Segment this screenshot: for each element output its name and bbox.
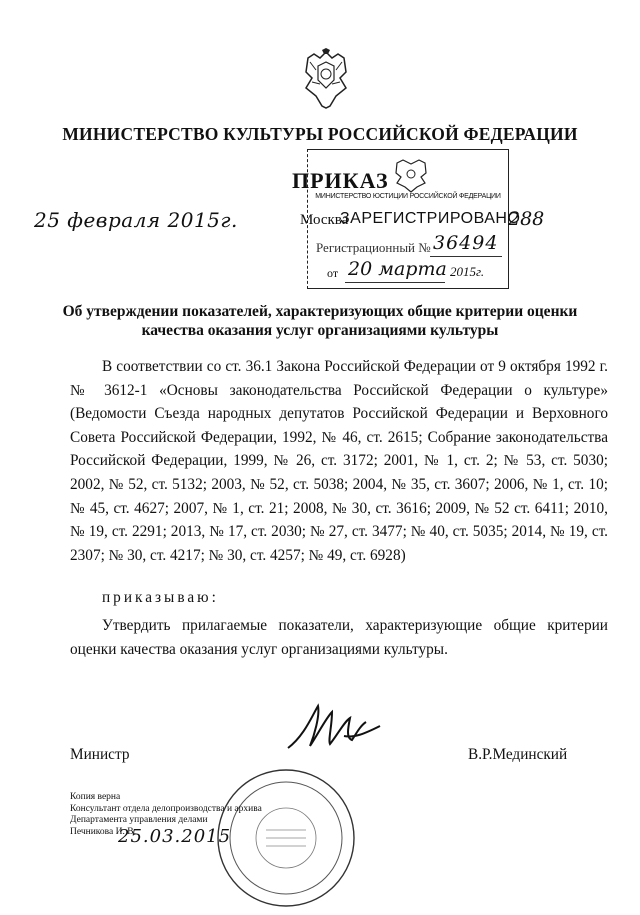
copy-line: Консультант отдела делопроизводства и архива xyxy=(70,803,262,814)
signature-icon xyxy=(284,696,384,758)
order-number: 288 xyxy=(508,208,545,230)
copy-line: Печникова И. В. xyxy=(70,826,136,837)
coat-of-arms-icon xyxy=(300,48,352,110)
stamp-reg-number: 36494 xyxy=(433,232,499,254)
stamp-reg-year: 2015г. xyxy=(450,264,485,279)
order-date: 25 февраля 2015г. xyxy=(34,208,238,232)
order-word: приказываю: xyxy=(102,589,219,606)
doc-type-heading: ПРИКАЗ xyxy=(292,168,389,193)
copy-line: Департамента управления делами xyxy=(70,815,208,825)
document-body xyxy=(70,355,608,567)
stamp-city: Москва xyxy=(300,212,349,228)
body-paragraph: В соответствии со ст. 36.1 Закона Российской Федерации от 9 октября 1992 г. № 3612-1 «Основы законодательства Российской Федерации о культуре» (Ведомости Съезда народных депутатов Российской Федерации и Верховного Совета Российской Федерации, 1992, № 46, ст. 2615; Собрание законодательства Российской Федерации, 1999, № 26, ст. 3172; 2001, № 1, ст. 2; № 53, ст. 5030; 2002, № 52, ст. 5132; 2003, № 52, ст. 5038; 2004, № 35, ст. 3607; 2006, № 1, ст. 10; № 45, ст. 4627; 2007, № 1, ст. 21; 2008, № 30, ст. 3616; 2009, № 52 ст. 6411; 2010, № 19, ст. 2291; 2013, № 17, ст. 2030; № 27, ст. 3477; № 40, ст. 5035; 2014, № 19, ст. 2307; № 30, ст. 4217; № 30, ст. 4257; № 49, ст. 6928) xyxy=(70,358,608,564)
signatory-name: В.Р.Мединский xyxy=(468,746,568,763)
signatory-position: Министр xyxy=(70,746,130,763)
stamp-title: ЗАРЕГИСТРИРОВАНО xyxy=(340,210,521,227)
stamp-of-label: от xyxy=(327,266,339,280)
coat-of-arms-icon xyxy=(391,157,431,193)
stamp-reg-label: Регистрационный № xyxy=(316,240,431,255)
resolution-text: Утвердить прилагаемые показатели, характеризующие общие критерии оценки качества оказания услуг организациями культуры. xyxy=(70,617,608,658)
divider xyxy=(430,256,502,257)
stamp-reg-date: 20 марта xyxy=(348,258,447,280)
ministry-heading: МИНИСТЕРСТВО КУЛЬТУРЫ РОССИЙСКОЙ ФЕДЕРАЦИИ xyxy=(62,124,578,144)
resolution-paragraph xyxy=(70,614,608,661)
stamp-organization: МИНИСТЕРСТВО ЮСТИЦИИ РОССИЙСКОЙ ФЕДЕРАЦИИ xyxy=(315,193,501,200)
copy-signature-date: 25.03.2015 xyxy=(118,826,232,847)
divider xyxy=(345,282,445,283)
document-title: Об утверждении показателей, характеризующих общие критерии оценки качества оказания услуг организациями культуры xyxy=(62,303,578,339)
round-seal-icon xyxy=(214,766,358,910)
copy-line: Копия верна xyxy=(70,792,121,802)
